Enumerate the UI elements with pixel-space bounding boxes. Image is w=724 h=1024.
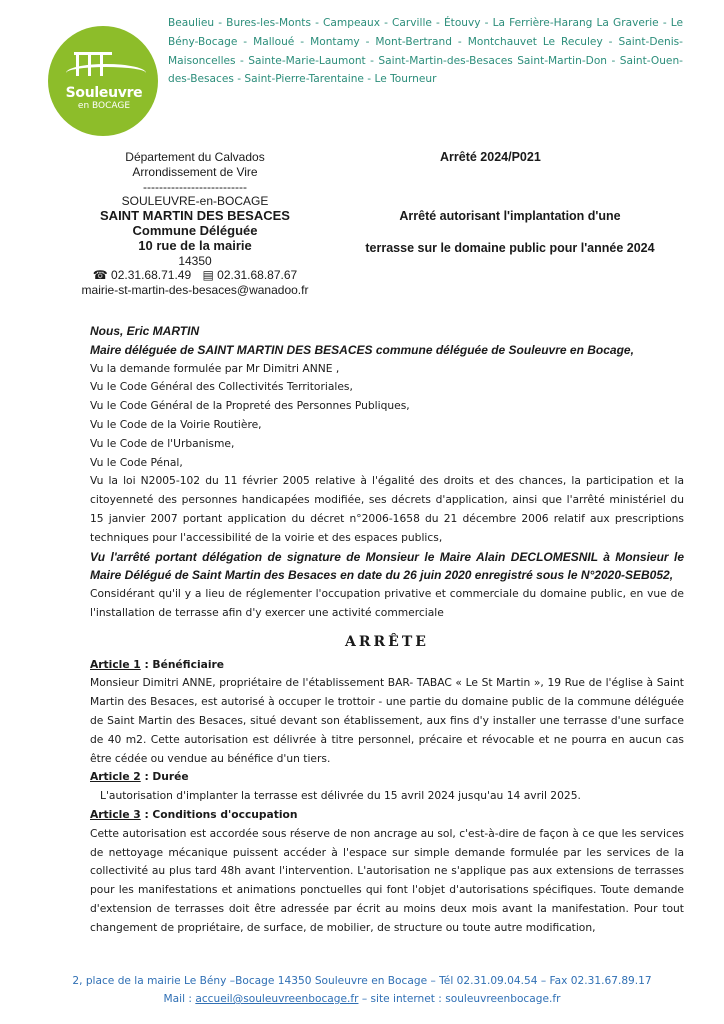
footer-address: 2, place de la mairie Le Bény –Bocage 14350 Souleuvre en Bocage – Tél 02.31.09.04.54 – Fax 02.31.67.89.17 xyxy=(72,975,652,987)
arrete-subject xyxy=(350,200,670,264)
vu-line: Vu le Code de la Voirie Routière, xyxy=(90,417,262,431)
fax-number: ▤ 02.31.68.87.67 xyxy=(202,268,298,283)
subject-line-2: terrasse sur le domaine public pour l'année 2024 xyxy=(365,241,655,255)
footer-contact xyxy=(40,990,684,1008)
mairie-email: mairie-st-martin-des-besaces@wanadoo.fr xyxy=(81,283,309,298)
logo-bar-shape xyxy=(74,52,112,55)
footer-email-link[interactable]: accueil@souleuvreenbocage.fr xyxy=(195,993,359,1005)
article-2-text: L'autorisation d'implanter la terrasse est délivrée du 15 avril 2024 jusqu'au 14 avril 2025. xyxy=(100,789,581,803)
maire-line: Maire déléguée de SAINT MARTIN DES BESACES commune déléguée de Souleuvre en Bocage, xyxy=(90,342,634,357)
logo-subname: en BOCAGE xyxy=(77,101,131,111)
villages-list: Beaulieu - Bures-les-Monts - Campeaux - Carville - Étouvy - La Ferrière-Harang La Graverie - Le Bény-Bocage - Malloué - Montamy - Mont-Bertrand - Montchauvet Le Reculey - Saint-Denis-Maisoncelles - Sainte-Marie-Laumont - Saint-Martin-des-Besaces Saint-Martin-Don - Saint-Ouen-des-Besaces - Saint-Pierre-Tarentaine - Le Tourneur xyxy=(168,17,683,86)
article-2-title: : Durée xyxy=(140,770,189,784)
logo-name: Souleuvre xyxy=(65,85,143,101)
article-3-heading xyxy=(90,806,684,825)
article-3-title: : Conditions d'occupation xyxy=(140,807,298,821)
arrondissement: Arrondissement de Vire xyxy=(132,164,258,179)
vu-line: Vu la demande formulée par Mr Dimitri ANNE , xyxy=(90,361,340,375)
article-2-label: Article 2 xyxy=(90,770,141,784)
street-address: 10 rue de la mairie xyxy=(138,237,252,253)
delegated-label: Commune Déléguée xyxy=(132,222,258,238)
footer-website: – site internet : souleuvreenbocage.fr xyxy=(358,993,561,1005)
article-1-text: Monsieur Dimitri ANNE, propriétaire de l'établissement BAR- TABAC « Le St Martin », 19 Rue de l'église à Saint Martin des Besaces, est autorisé à occuper le trottoir - une partie du domaine public de la commune déléguée de Saint Martin des Besaces, situé devant son établissement, aux fins d'y installer une terrasse d'une surface de 40 m2. Cette autorisation est délivrée à titre personnel, précaire et révocable et ne pourra en aucun cas être cédée ou vendue au bénéfice d'un tiers. xyxy=(90,676,684,765)
footer xyxy=(40,972,684,1008)
considerant-paragraph: Considérant qu'il y a lieu de réglementer l'occupation privative et commerciale du domaine public, en vue de l'installation de terrasse afin d'y exercer une activité commerciale xyxy=(90,587,684,619)
article-1-title: : Bénéficiaire xyxy=(140,657,225,671)
article-3-label: Article 3 xyxy=(90,807,141,821)
sender-block xyxy=(80,150,310,298)
souleuvre-logo xyxy=(48,26,158,136)
separator: -------------------------- xyxy=(143,179,247,194)
zip-code: 14350 xyxy=(178,253,212,268)
phone-number: ☎ 02.31.68.71.49 xyxy=(92,268,192,283)
article-2-heading xyxy=(90,768,684,787)
commune-name: SOULEUVRE-en-BOCAGE xyxy=(121,194,269,209)
phone-fax xyxy=(80,268,310,283)
subject-line-1: Arrêté autorisant l'implantation d'une xyxy=(399,209,621,223)
vu-line: Vu le Code Pénal, xyxy=(90,455,183,469)
nous-line: Nous, Eric MARTIN xyxy=(90,324,200,338)
vu-line: Vu le Code de l'Urbanisme, xyxy=(90,436,235,450)
vu-line: Vu le Code Général de la Propreté des Personnes Publiques, xyxy=(90,399,410,413)
vu-line: Vu le Code Général des Collectivités Territoriales, xyxy=(90,380,353,394)
arrete-number: Arrêté 2024/P021 xyxy=(440,150,541,164)
article-1-label: Article 1 xyxy=(90,657,141,671)
article-3-text: Cette autorisation est accordée sous réserve de non ancrage au sol, c'est-à-dire de façon à ce que les services de nettoyage mécanique puissent accéder à l'espace sur simple demande formulée par les services de la collectivité au plus tard 48h avant l'intervention. L'autorisation ne s'applique pas aux extensions de terrasses pour les manifestations et animations ponctuelles qui font l'objet d'autorisations spécifiques. Toute demande d'extension de terrasses doit être adressée par écrit au moins deux mois avant la manifestation. Pour tout changement de propriétaire, de surface, de mobilier, de structure ou toute autre modification, xyxy=(90,826,684,934)
vu-loi-paragraph: Vu la loi N2005-102 du 11 février 2005 relative à l'égalité des droits et des chances, la participation et la citoyenneté des personnes handicapées modifiée, ses décrets d'application, ainsi que l'arrêté ministériel du 15 janvier 2007 portant application du décret n°2006-1658 du 21 décembre 2006 relatif aux prescriptions techniques pour l'accessibilité de la voirie et des espaces publics, xyxy=(90,474,684,544)
department: Département du Calvados xyxy=(125,150,265,164)
delegated-commune: SAINT MARTIN DES BESACES xyxy=(100,208,290,224)
arrete-heading: ARRÊTE xyxy=(345,633,429,650)
article-1-heading xyxy=(90,656,684,675)
document-body xyxy=(90,322,684,938)
logo-swoosh-shape xyxy=(66,64,146,82)
vu-delegation-paragraph: Vu l'arrêté portant délégation de signature de Monsieur le Maire Alain DECLOMESNIL à Monsieur le Maire Délégué de Saint Martin des Besaces en date du 26 juin 2020 enregistré sous le N°2020-SEB052, xyxy=(90,549,684,583)
footer-mail-label: Mail : xyxy=(163,993,196,1005)
